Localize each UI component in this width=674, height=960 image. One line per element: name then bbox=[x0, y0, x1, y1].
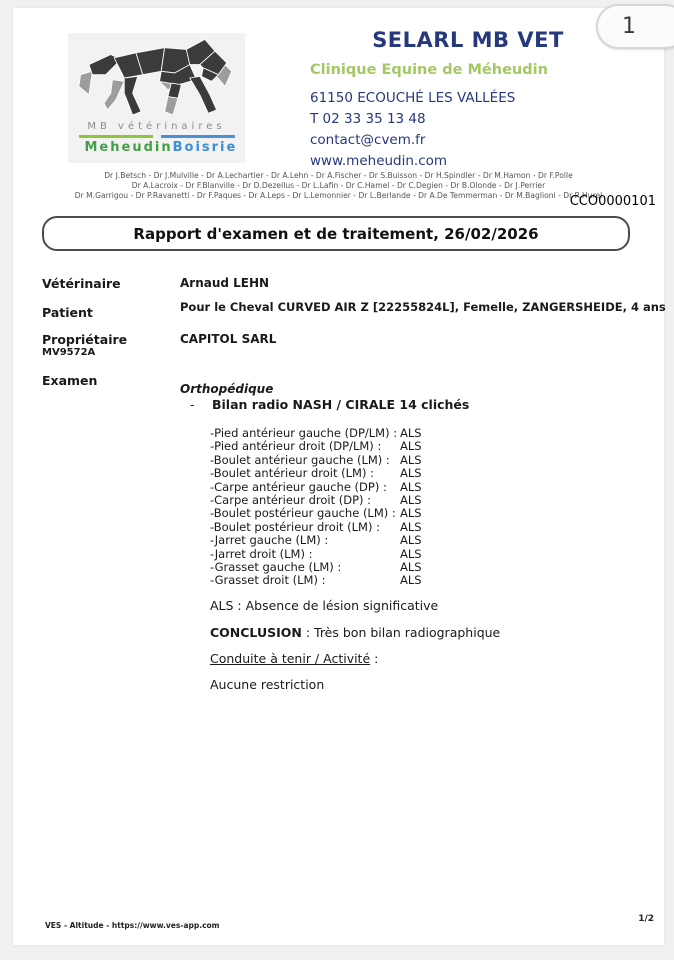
radiograph-label: -Grasset gauche (LM) : bbox=[210, 559, 342, 574]
radiograph-value: ALS bbox=[400, 479, 422, 494]
radiograph-value: ALS bbox=[400, 426, 422, 440]
clinic-phone: T 02 33 35 13 48 bbox=[310, 111, 426, 127]
doctors-line: Dr A.Lacroix - Dr F.Blanville - Dr D.Dezellus - Dr L.Lafin - Dr C.Hamel - Dr C.Degien - Dr B.Olonde - Dr J.Perrier bbox=[131, 181, 546, 190]
clinic-logo bbox=[68, 33, 245, 163]
conduct-suffix: : bbox=[370, 651, 379, 666]
clinic-website: www.meheudin.com bbox=[310, 153, 448, 169]
logo-bar-green bbox=[79, 135, 153, 138]
clinic-address: 61150 ECOUCHÉ LES VALLÉES bbox=[310, 90, 516, 106]
conclusion-label: CONCLUSION bbox=[210, 625, 302, 640]
als-legend: ALS : Absence de lésion significative bbox=[210, 598, 439, 613]
clinic-name: Clinique Equine de Méheudin bbox=[310, 62, 548, 78]
conclusion-line bbox=[210, 625, 500, 640]
radiograph-label: -Jarret droit (LM) : bbox=[210, 546, 313, 561]
radiograph-label: -Pied antérieur droit (DP/LM) : bbox=[210, 439, 382, 454]
logo-site-left: Meheudin bbox=[84, 140, 173, 155]
conclusion-text: : Très bon bilan radiographique bbox=[301, 625, 501, 640]
field-value-vet: Arnaud LEHN bbox=[180, 276, 270, 290]
document-page bbox=[13, 8, 664, 945]
clinic-email: contact@cvem.fr bbox=[310, 132, 426, 148]
radiograph-value: ALS bbox=[400, 573, 422, 588]
field-value-patient: Pour le Cheval CURVED AIR Z [22255824L], Femelle, ZANGERSHEIDE, 4 ans bbox=[180, 300, 666, 314]
field-label-exam: Examen bbox=[42, 373, 98, 388]
page-number: 1 bbox=[622, 14, 636, 39]
radiograph-row bbox=[210, 546, 422, 561]
radiograph-row bbox=[210, 492, 422, 507]
radiograph-value: ALS bbox=[400, 506, 422, 521]
exam-category: Orthopédique bbox=[180, 382, 274, 396]
radiograph-label: -Carpe antérieur gauche (DP) : bbox=[210, 479, 387, 494]
radiograph-row bbox=[210, 426, 422, 440]
radiograph-list bbox=[210, 426, 422, 588]
radiograph-label: -Boulet antérieur gauche (LM) : bbox=[210, 452, 390, 467]
conduct-label: Conduite à tenir / Activité bbox=[210, 651, 371, 666]
reference-number: CCO0000101 bbox=[569, 194, 656, 209]
footer-page-count: 1/2 bbox=[638, 914, 654, 924]
radiograph-label: -Grasset droit (LM) : bbox=[210, 573, 326, 588]
logo-site-right: Boisrie bbox=[172, 140, 238, 155]
exam-procedure bbox=[190, 397, 469, 412]
radiograph-value: ALS bbox=[400, 546, 422, 561]
doctors-list bbox=[13, 171, 664, 201]
owner-label: Propriétaire bbox=[42, 332, 128, 347]
clinic-contact-block bbox=[310, 88, 515, 172]
radiograph-row bbox=[210, 559, 422, 574]
conduct-heading bbox=[210, 651, 378, 666]
radiograph-label: -Boulet antérieur droit (LM) : bbox=[210, 466, 374, 481]
exam-procedure-text: Bilan radio NASH / CIRALE 14 clichés bbox=[212, 397, 470, 412]
footer-app-credit: VES - Altitude - https://www.ves-app.com bbox=[45, 921, 220, 930]
radiograph-value: ALS bbox=[400, 559, 422, 574]
radiograph-label: -Pied antérieur gauche (DP/LM) : bbox=[210, 426, 398, 440]
field-label-patient: Patient bbox=[42, 305, 93, 320]
logo-site-names bbox=[79, 140, 238, 155]
conduct-value: Aucune restriction bbox=[210, 677, 325, 692]
radiograph-row bbox=[210, 466, 422, 481]
radiograph-value: ALS bbox=[400, 452, 422, 467]
doctors-line: Dr M.Garrigou - Dr P.Ravanetti - Dr F.Paques - Dr A.Leps - Dr L.Lemonnier - Dr L.Berlande - Dr A.De Temmerman - Dr M.Baglioni - Dr R.Hurel bbox=[74, 191, 603, 200]
report-title-box bbox=[42, 216, 630, 251]
radiograph-value: ALS bbox=[400, 492, 422, 507]
report-title: Rapport d'examen et de traitement, 26/02/2026 bbox=[133, 224, 539, 243]
org-name: SELARL MB VET bbox=[372, 28, 564, 52]
doctors-line: Dr J.Betsch - Dr J.Mulville - Dr A.Lechartier - Dr A.Lehn - Dr A.Fischer - Dr S.Buisson - Dr H.Spindler - Dr M.Hamon - Dr F.Polle bbox=[104, 171, 573, 180]
radiograph-row bbox=[210, 452, 422, 467]
radiograph-row bbox=[210, 533, 422, 548]
radiograph-label: -Boulet postérieur droit (LM) : bbox=[210, 519, 380, 534]
radiograph-label: -Boulet postérieur gauche (LM) : bbox=[210, 506, 396, 521]
radiograph-row bbox=[210, 439, 422, 454]
radiograph-row bbox=[210, 479, 422, 494]
logo-bar-blue bbox=[161, 135, 235, 138]
radiograph-row bbox=[210, 519, 422, 534]
logo-caption: MB vétérinaires bbox=[87, 121, 226, 132]
field-label-owner bbox=[42, 332, 127, 358]
radiograph-value: ALS bbox=[400, 439, 422, 454]
owner-code: MV9572A bbox=[42, 347, 96, 358]
field-label-vet: Vétérinaire bbox=[42, 276, 121, 291]
radiograph-label: -Carpe antérieur droit (DP) : bbox=[210, 492, 372, 507]
radiograph-row bbox=[210, 573, 422, 588]
radiograph-value: ALS bbox=[400, 466, 422, 481]
page-number-badge[interactable] bbox=[596, 4, 674, 49]
bullet-dash: - bbox=[190, 397, 195, 412]
radiograph-label: -Jarret gauche (LM) : bbox=[210, 533, 329, 548]
horse-logo-icon bbox=[73, 36, 241, 120]
field-value-owner: CAPITOL SARL bbox=[180, 332, 277, 346]
logo-bars bbox=[79, 135, 235, 138]
radiograph-value: ALS bbox=[400, 533, 422, 548]
radiograph-row bbox=[210, 506, 422, 521]
radiograph-value: ALS bbox=[400, 519, 422, 534]
